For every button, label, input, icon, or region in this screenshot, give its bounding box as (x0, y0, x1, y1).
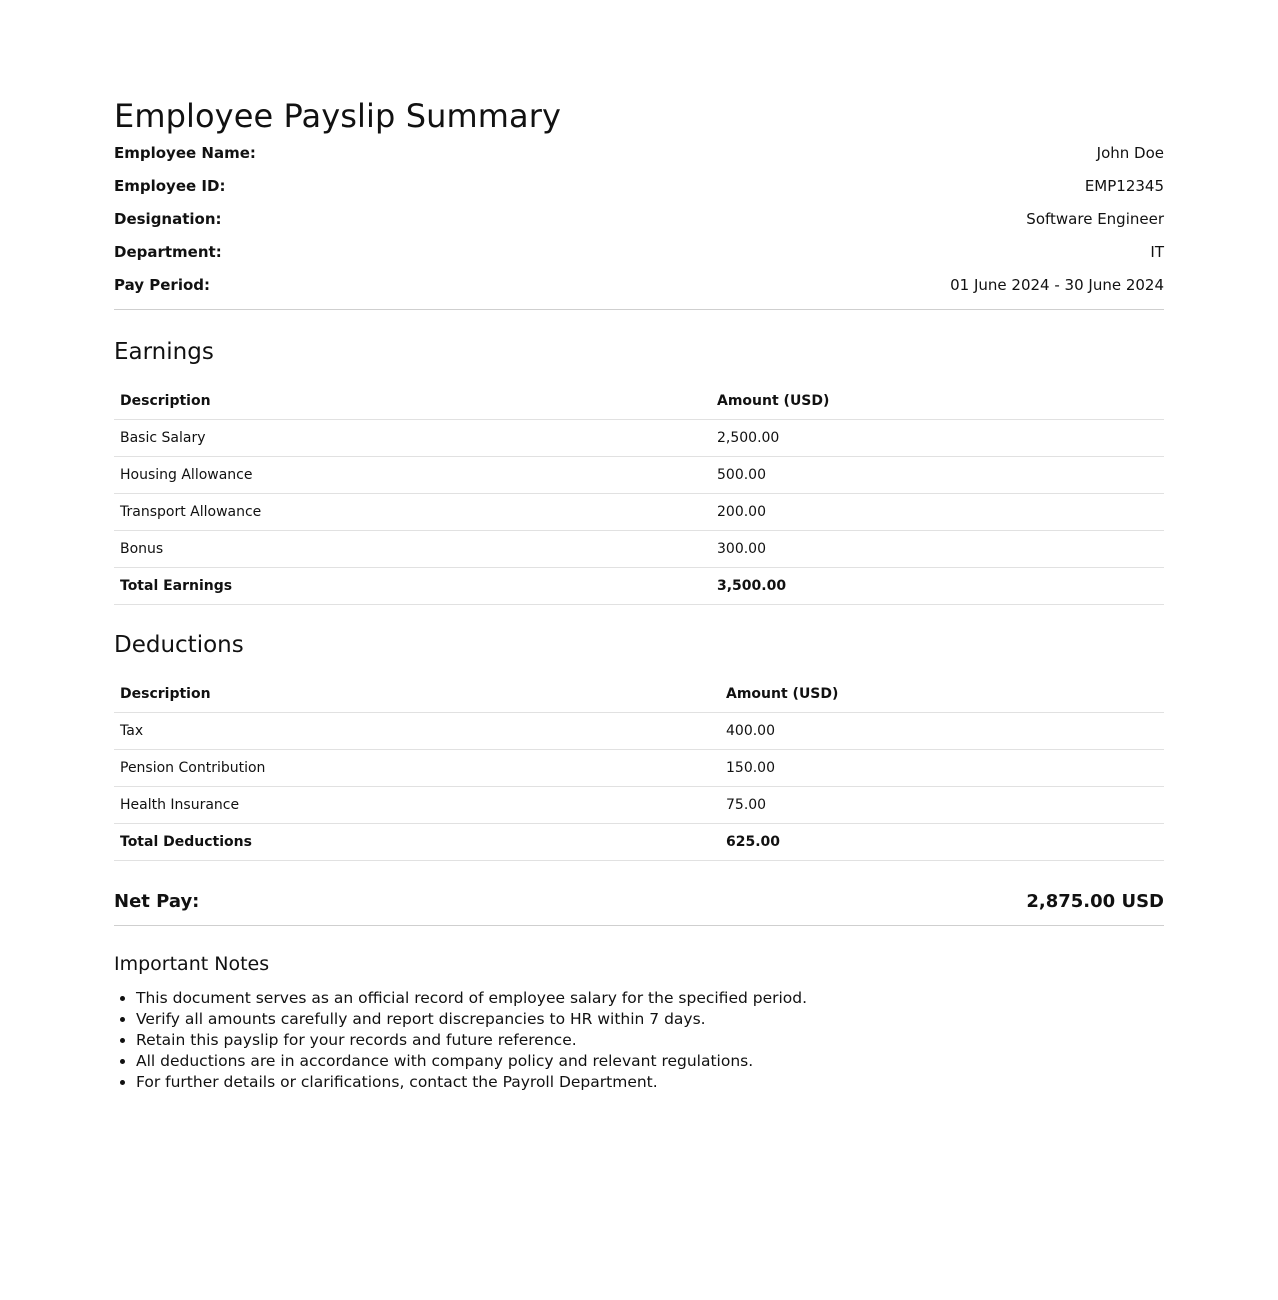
earning-amount: 200.00 (711, 494, 1164, 531)
designation-value: Software Engineer (1026, 210, 1164, 228)
deduction-amount: 400.00 (720, 713, 1164, 750)
total-deductions-row (114, 824, 1164, 861)
earnings-table (114, 383, 1164, 605)
total-earnings-amount: 3,500.00 (711, 568, 1164, 605)
employee-name-label: Employee Name: (114, 144, 256, 162)
earning-description: Transport Allowance (114, 494, 711, 531)
info-row-id (114, 177, 1164, 210)
deductions-table (114, 676, 1164, 861)
pay-period-label: Pay Period: (114, 276, 210, 294)
divider (114, 309, 1164, 310)
designation-label: Designation: (114, 210, 222, 228)
notes-list (114, 988, 1164, 1093)
department-value: IT (1150, 243, 1164, 261)
net-pay-label: Net Pay: (114, 891, 200, 912)
table-row (114, 713, 1164, 750)
column-header-description: Description (114, 383, 711, 420)
column-header-amount: Amount (USD) (711, 383, 1164, 420)
deduction-amount: 150.00 (720, 750, 1164, 787)
table-row (114, 750, 1164, 787)
earning-description: Basic Salary (114, 420, 711, 457)
earning-amount: 2,500.00 (711, 420, 1164, 457)
deduction-amount: 75.00 (720, 787, 1164, 824)
table-header-row (114, 383, 1164, 420)
payslip-document (114, 96, 1164, 1093)
info-row-department (114, 243, 1164, 276)
earning-description: Housing Allowance (114, 457, 711, 494)
earnings-heading: Earnings (114, 339, 214, 365)
employee-id-label: Employee ID: (114, 177, 226, 195)
list-item: • Retain this payslip for your records and future reference. (136, 1030, 1164, 1051)
employee-name-value: John Doe (1096, 144, 1164, 162)
total-earnings-label: Total Earnings (114, 568, 711, 605)
earning-amount: 500.00 (711, 457, 1164, 494)
column-header-amount: Amount (USD) (720, 676, 1164, 713)
divider (114, 925, 1164, 926)
net-pay-value: 2,875.00 USD (1026, 891, 1164, 912)
pay-period-value: 01 June 2024 - 30 June 2024 (950, 276, 1164, 294)
deduction-description: Tax (114, 713, 720, 750)
total-deductions-label: Total Deductions (114, 824, 720, 861)
earning-amount: 300.00 (711, 531, 1164, 568)
employee-info (114, 144, 1164, 309)
table-header-row (114, 676, 1164, 713)
table-row (114, 457, 1164, 494)
table-row (114, 420, 1164, 457)
total-earnings-row (114, 568, 1164, 605)
department-label: Department: (114, 243, 222, 261)
employee-id-value: EMP12345 (1084, 177, 1164, 195)
list-item: • All deductions are in accordance with company policy and relevant regulations. (136, 1051, 1164, 1072)
earning-description: Bonus (114, 531, 711, 568)
notes-heading: Important Notes (114, 953, 270, 975)
deduction-description: Pension Contribution (114, 750, 720, 787)
info-row-name (114, 144, 1164, 177)
info-row-designation (114, 210, 1164, 243)
info-row-pay-period (114, 276, 1164, 309)
list-item: • Verify all amounts carefully and report discrepancies to HR within 7 days. (136, 1009, 1164, 1030)
net-pay (114, 891, 1164, 925)
total-deductions-amount: 625.00 (720, 824, 1164, 861)
list-item: • For further details or clarifications, contact the Payroll Department. (136, 1072, 1164, 1093)
deductions-heading: Deductions (114, 632, 244, 658)
page-title: Employee Payslip Summary (114, 97, 562, 135)
deduction-description: Health Insurance (114, 787, 720, 824)
table-row (114, 494, 1164, 531)
table-row (114, 531, 1164, 568)
list-item: • This document serves as an official record of employee salary for the specified period. (136, 988, 1164, 1009)
table-row (114, 787, 1164, 824)
column-header-description: Description (114, 676, 720, 713)
